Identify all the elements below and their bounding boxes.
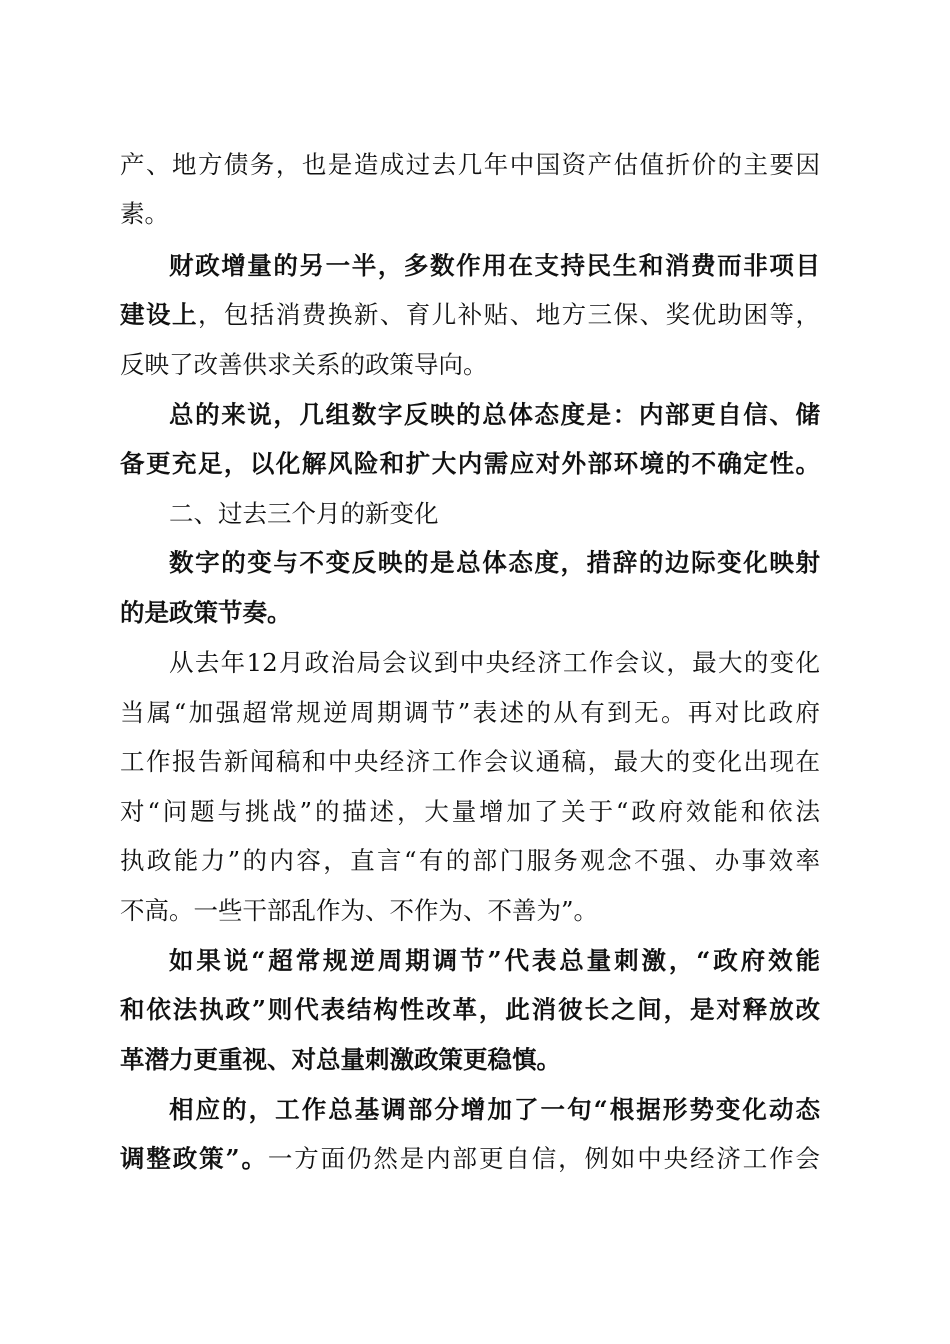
section-heading (169, 489, 820, 539)
text-line-7 (120, 439, 820, 489)
text-segment: 从去年12月政治局会议到中央经济工作会议，最大的变化 (169, 648, 820, 677)
text-line-19 (120, 1035, 820, 1085)
text-line-12 (120, 688, 820, 738)
text-segment: 相应的，工作总基调部分增加了一句“根据形势变化动态 (169, 1095, 820, 1124)
text-line-14 (120, 787, 820, 837)
text-segment-bold: 建设上 (120, 300, 198, 329)
text-line-3 (169, 241, 820, 291)
text-line-9 (169, 538, 820, 588)
text-line-2 (120, 189, 820, 239)
text-segment: 备更充足，以化解风险和扩大内需应对外部环境的不确定性。 (120, 449, 820, 478)
text-line-11 (169, 638, 820, 688)
text-segment: 对“问题与挑战”的描述，大量增加了关于“政府效能和依法 (120, 797, 820, 826)
text-segment: 当属“加强超常规逆周期调节”表述的从有到无。再对比政府 (120, 698, 820, 727)
text-segment: ，包括消费换新、育儿补贴、地方三保、奖优助困等， (197, 300, 820, 329)
text-line-10 (120, 588, 820, 638)
text-segment: 反映了改善供求关系的政策导向。 (120, 350, 488, 379)
text-segment: 如果说“超常规逆周期调节”代表总量刺激，“政府效能 (169, 946, 820, 975)
text-line-1 (120, 140, 820, 190)
text-segment: 的是政策节奏。 (120, 598, 292, 627)
text-segment: 总的来说，几组数字反映的总体态度是：内部更自信、储 (169, 400, 820, 429)
text-line-21 (120, 1134, 820, 1184)
text-line-4 (120, 290, 820, 340)
text-line-20 (169, 1085, 820, 1135)
text-line-5 (120, 340, 820, 390)
text-segment: 和依法执政”则代表结构性改革，此消彼长之间，是对释放改 (120, 995, 820, 1024)
text-segment: 执政能力”的内容，直言“有的部门服务观念不强、办事效率 (120, 846, 820, 875)
text-segment: 工作报告新闻稿和中央经济工作会议通稿，最大的变化出现在 (120, 747, 820, 776)
text-segment: 素。 (120, 199, 169, 228)
text-segment: 财政增量的另一半，多数作用在支持民生和消费而非项目 (169, 251, 820, 280)
text-segment: 数字的变与不变反映的是总体态度，措辞的边际变化映射 (169, 548, 820, 577)
text-line-17 (169, 936, 820, 986)
text-line-15 (120, 836, 820, 886)
text-segment: 二、过去三个月的新变化 (169, 499, 439, 528)
text-segment: 革潜力更重视、对总量刺激政策更稳慎。 (120, 1045, 561, 1074)
text-segment-bold: 调整政策”。 (120, 1144, 268, 1173)
text-line-6 (169, 390, 820, 440)
text-segment: 不高。一些干部乱作为、不作为、不善为”。 (120, 896, 599, 925)
text-segment: 一方面仍然是内部更自信，例如中央经济工作会 (267, 1144, 820, 1173)
text-line-18 (120, 985, 820, 1035)
text-line-16 (120, 886, 820, 936)
text-line-13 (120, 737, 820, 787)
text-segment: 产、地方债务，也是造成过去几年中国资产估值折价的主要因 (120, 150, 820, 179)
